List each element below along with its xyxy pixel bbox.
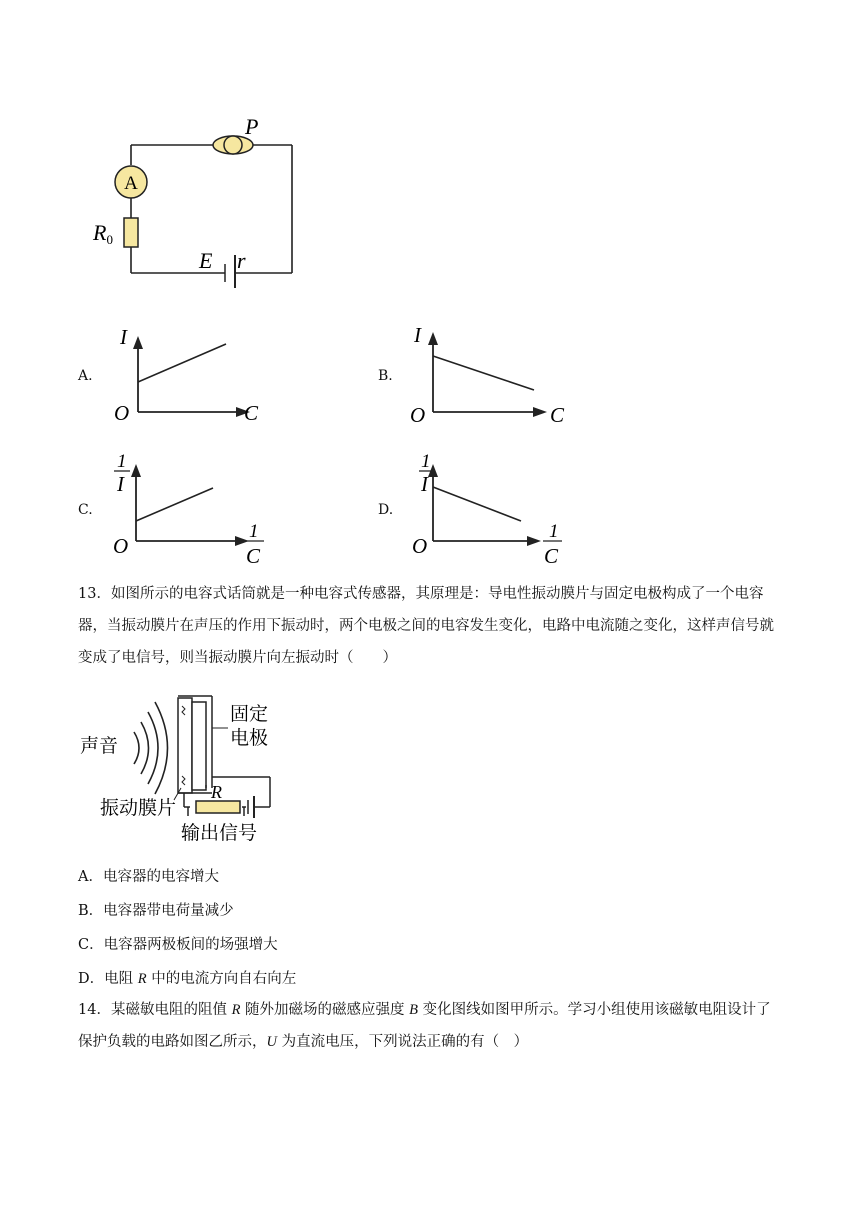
graph-c-ynum: 1	[117, 451, 127, 472]
graph-b	[408, 318, 578, 430]
graph-c-xden: C	[246, 544, 261, 568]
graph-c	[108, 450, 273, 570]
choice-letter: A．	[78, 869, 103, 885]
choice-text: 电阻	[104, 971, 138, 987]
sound-label: 声音	[80, 735, 119, 757]
label-R0: R0	[93, 220, 113, 247]
graph-b-line	[433, 356, 534, 390]
label-P: P	[245, 114, 259, 139]
q13-choice-a[interactable]	[78, 865, 219, 886]
option-a-letter[interactable]: A.	[78, 368, 93, 384]
choice-letter: B．	[78, 903, 104, 919]
question-14-text: 14．某磁敏电阻的阻值 R 随外加磁场的磁感应强度 B 变化图线如图甲所示。学习小组使用该磁敏电阻设计了保护负载的电路如图乙所示，U 为直流电压，下列说法正确的有（ ）	[78, 1002, 771, 1050]
graph-a	[110, 322, 270, 430]
graph-c-yden: I	[117, 472, 124, 496]
q13-choice-c[interactable]	[78, 933, 278, 954]
choice-text: 中的电流方向自右向左	[146, 971, 297, 987]
choice-text: 电容器两极板间的场强增大	[103, 937, 278, 953]
option-c-letter[interactable]: C.	[78, 502, 93, 518]
graph-d-line	[433, 487, 521, 521]
circuit-diagram	[85, 110, 310, 295]
ammeter-icon	[115, 166, 147, 198]
output-signal-label: 输出信号	[181, 822, 258, 844]
q13-choice-d[interactable]	[78, 967, 296, 988]
graph-a-ylabel: I	[120, 325, 127, 349]
choice-variable: R	[137, 971, 147, 987]
graph-d-xden: C	[544, 544, 559, 568]
graph-a-xlabel: C	[244, 401, 259, 425]
fixed-electrode-label-1: 固定	[230, 703, 269, 725]
choice-letter: D．	[78, 971, 105, 987]
label-r: r	[237, 248, 246, 273]
graph-a-origin: O	[114, 401, 130, 425]
graph-d-yden: I	[421, 472, 428, 496]
ammeter-label: A	[124, 173, 138, 194]
graph-b-ylabel: I	[414, 323, 421, 347]
graph-c-xnum: 1	[249, 521, 259, 542]
q13-choice-b[interactable]	[78, 899, 234, 920]
resistor-icon	[124, 218, 138, 247]
sound-waves-icon	[134, 702, 168, 794]
graph-d-origin: O	[412, 534, 428, 558]
graph-d-xnum: 1	[549, 521, 559, 542]
battery-icon	[225, 255, 235, 288]
graph-d	[408, 450, 573, 570]
microphone-diagram	[78, 688, 303, 848]
option-b-letter[interactable]: B.	[378, 368, 393, 384]
choice-text: 电容器的电容增大	[102, 869, 219, 885]
graph-b-origin: O	[410, 403, 426, 427]
question-13-text: 13．如图所示的电容式话筒就是一种电容式传感器，其原理是：导电性振动膜片与固定电极构成了一个电容器，当振动膜片在声压的作用下振动时，两个电极之间的电容发生变化，电路中电流随之变化，这样声信号就变成了电信号，则当振动膜片向左振动时（ ）	[78, 586, 774, 666]
option-d-letter[interactable]: D.	[378, 502, 394, 518]
graph-b-xlabel: C	[550, 403, 565, 427]
graph-d-ynum: 1	[421, 451, 431, 472]
resistor-label: R	[211, 782, 222, 802]
resistor-icon	[196, 801, 240, 813]
fixed-electrode-label-2: 电极	[230, 727, 269, 749]
graph-a-line	[138, 344, 226, 382]
fixed-electrode-plate	[192, 702, 206, 790]
membrane-label: 振动膜片	[100, 797, 177, 819]
choice-letter: C．	[78, 937, 104, 953]
choice-text: 电容器带电荷量减少	[103, 903, 234, 919]
battery-icon	[248, 796, 254, 818]
graph-c-line	[136, 488, 213, 521]
graph-c-origin: O	[113, 534, 129, 558]
label-E: E	[199, 248, 213, 273]
